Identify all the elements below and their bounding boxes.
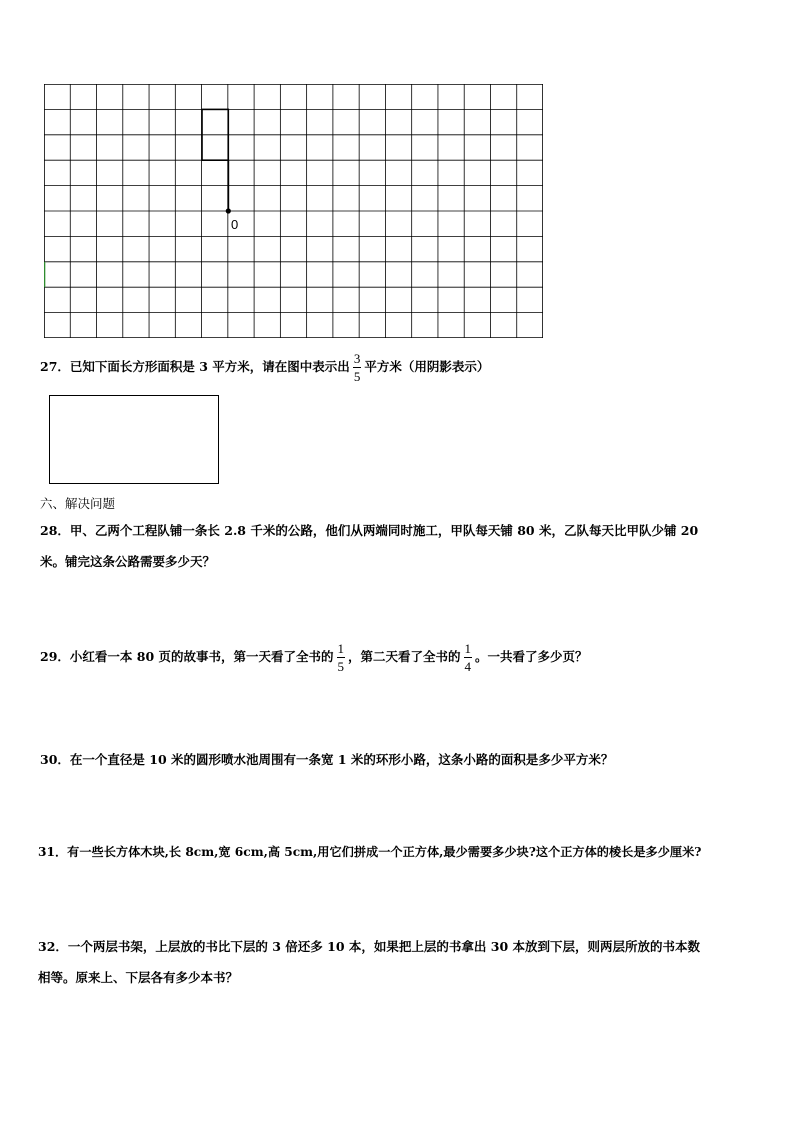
fraction-numerator: 1 bbox=[464, 641, 472, 656]
fraction-bar bbox=[353, 367, 362, 368]
fraction-bar bbox=[464, 657, 473, 658]
fraction-numerator: 3 bbox=[353, 351, 361, 366]
question-31: 31．有一些长方体木块,长 8cm,宽 6cm,高 5cm,用它们拼成一个正方体,最少需要多少块?这个正方体的棱长是多少厘米? bbox=[38, 845, 702, 859]
section-6-title: 六、解决问题 bbox=[40, 496, 116, 511]
fraction-denominator: 4 bbox=[464, 659, 472, 674]
question-30: 30．在一个直径是 10 米的圆形喷水池周围有一条宽 1 米的环形小路，这条小路的面积是多少平方米？ bbox=[40, 752, 614, 767]
question-27-text-before: 已知下面长方形面积是 3 平方米，请在图中表示出 bbox=[69, 359, 350, 374]
question-27 bbox=[40, 352, 489, 383]
question-29-part-3: 。一共看了多少页？ bbox=[475, 649, 588, 664]
question-27-number: 27． bbox=[40, 359, 70, 374]
question-29-part-1: 29．小红看一本 80 页的故事书，第一天看了全书的 bbox=[40, 649, 334, 664]
question-29-part-2: ，第二天看了全书的 bbox=[348, 649, 461, 664]
grid-figure bbox=[44, 84, 543, 338]
fraction-denominator: 5 bbox=[337, 659, 344, 674]
question-32-line-2: 相等。原来上、下层各有多少本书？ bbox=[38, 970, 239, 985]
fraction-bar bbox=[337, 657, 346, 658]
grid-origin-point bbox=[226, 208, 231, 213]
fraction-numerator: 1 bbox=[337, 641, 344, 656]
fraction-denominator: 5 bbox=[353, 369, 361, 384]
question-28-line-2: 米。铺完这条公路需要多少天？ bbox=[40, 554, 216, 569]
question-29 bbox=[40, 642, 588, 673]
grid-lines bbox=[44, 84, 543, 338]
question-29-fraction-2 bbox=[464, 642, 473, 673]
question-27-rectangle bbox=[49, 395, 219, 484]
grid-origin-label: 0 bbox=[231, 217, 239, 232]
question-29-fraction-1 bbox=[337, 642, 346, 673]
question-32-line-1: 32．一个两层书架，上层放的书比下层的 3 倍还多 10 本，如果把上层的书拿出 30 本放到下层，则两层所放的书本数 bbox=[38, 939, 700, 954]
question-27-fraction bbox=[353, 352, 362, 383]
question-27-text-after: 平方米（用阴影表示） bbox=[364, 359, 490, 374]
question-28-line-1: 28．甲、乙两个工程队铺一条长 2.8 千米的公路，他们从两端同时施工，甲队每天铺 80 米，乙队每天比甲队少铺 20 bbox=[40, 523, 699, 538]
